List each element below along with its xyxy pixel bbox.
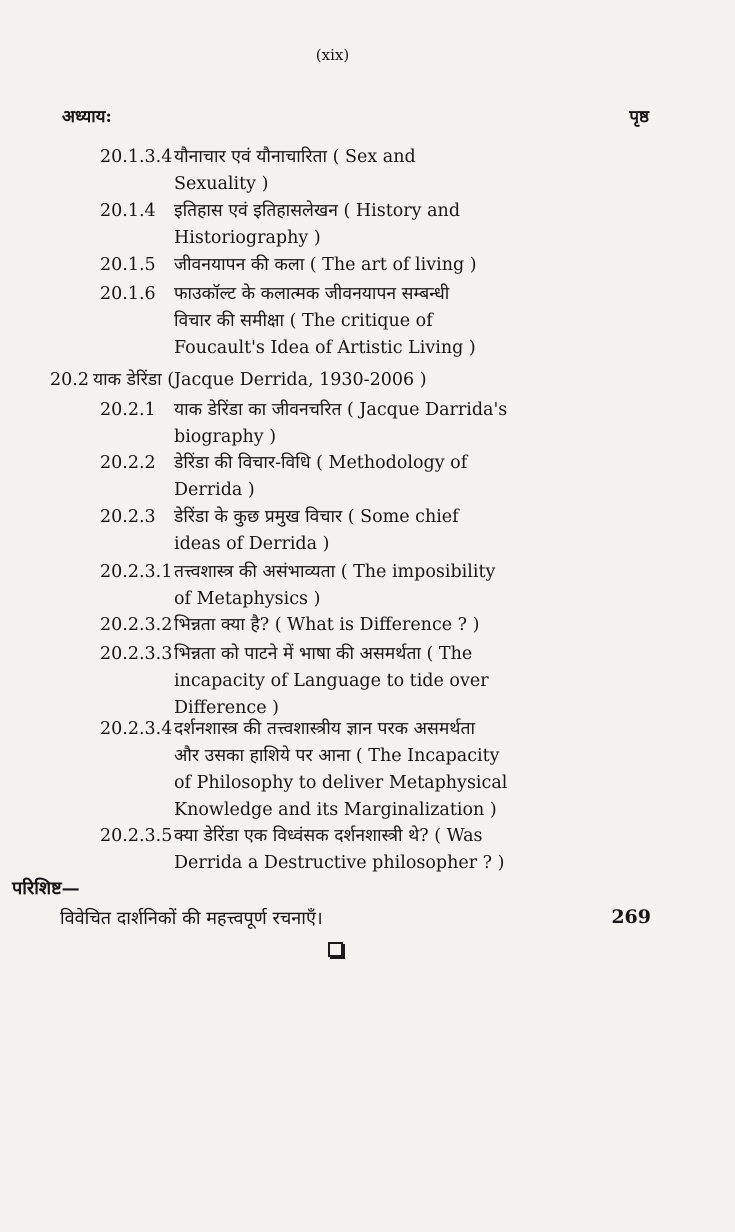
- entry-title-cont: Foucault's Idea of Artistic Living ): [174, 338, 476, 358]
- entry-title-cont: ideas of Derrida ): [174, 534, 330, 554]
- entry-title: भिन्नता को पाटने में भाषा की असमर्थता ( The: [174, 644, 473, 664]
- entry-title: याक डेरिंडा (Jacque Derrida, 1930-2006 ): [93, 370, 427, 390]
- entry-number: 20.2.3.4: [100, 719, 173, 739]
- entry-title-cont: Derrida ): [174, 480, 255, 500]
- entry-number: 20.2: [50, 370, 89, 390]
- entry-title-cont: Historiography ): [174, 228, 321, 248]
- entry-title-cont: विचार की समीक्षा ( The critique of: [174, 311, 433, 331]
- entry-title-cont: biography ): [174, 427, 277, 447]
- entry-number: 20.2.3.1: [100, 562, 173, 582]
- end-mark-icon: [328, 942, 343, 957]
- entry-title: फाउकॉल्ट के कलात्मक जीवनयापन सम्बन्धी: [174, 284, 450, 304]
- chapter-column-header: अध्याय:: [62, 107, 112, 127]
- entry-title-cont: incapacity of Language to tide over: [174, 671, 489, 691]
- entry-number: 20.1.4: [100, 201, 156, 221]
- appendix-heading: परिशिष्ट—: [12, 878, 80, 899]
- entry-number: 20.1.5: [100, 255, 156, 275]
- entry-title: दर्शनशास्त्र की तत्त्वशास्त्रीय ज्ञान परक असमर्थता: [174, 719, 475, 739]
- entry-title-cont: और उसका हाशिये पर आना ( The Incapacity: [174, 746, 500, 766]
- appendix-item: विवेचित दार्शनिकों की महत्त्वपूर्ण रचनाएँ।: [60, 908, 323, 929]
- entry-number: 20.1.3.4: [100, 147, 173, 167]
- entry-title: इतिहास एवं इतिहासलेखन ( History and: [174, 201, 461, 221]
- entry-title: डेरिंडा के कुछ प्रमुख विचार ( Some chief: [174, 507, 459, 527]
- entry-title-cont: Sexuality ): [174, 174, 269, 194]
- entry-number: 20.2.1: [100, 400, 156, 420]
- entry-number: 20.2.3.5: [100, 826, 173, 846]
- page-number: (xix): [315, 46, 350, 64]
- entry-number: 20.2.3.3: [100, 644, 173, 664]
- entry-title-cont: Difference ): [174, 698, 279, 718]
- entry-title: यौनाचार एवं यौनाचारिता ( Sex and: [174, 147, 416, 167]
- appendix-page-number: 269: [611, 906, 651, 928]
- entry-title: भिन्नता क्या है? ( What is Difference ? ): [174, 615, 480, 635]
- entry-title-cont: of Philosophy to deliver Metaphysical: [174, 773, 508, 793]
- entry-title: याक डेरिंडा का जीवनचरित ( Jacque Darrida's: [174, 400, 508, 420]
- entry-number: 20.2.3: [100, 507, 156, 527]
- entry-title: तत्त्वशास्त्र की असंभाव्यता ( The imposibility: [174, 562, 496, 582]
- entry-number: 20.2.2: [100, 453, 156, 473]
- entry-title: जीवनयापन की कला ( The art of living ): [174, 255, 477, 275]
- entry-number: 20.2.3.2: [100, 615, 173, 635]
- page-column-header: पृष्ठ: [629, 107, 649, 127]
- entry-title: डेरिंडा की विचार-विधि ( Methodology of: [174, 453, 468, 473]
- entry-number: 20.1.6: [100, 284, 156, 304]
- entry-title: क्या डेरिंडा एक विध्वंसक दर्शनशास्त्री थे? ( Was: [174, 826, 483, 846]
- entry-title-cont: Knowledge and its Marginalization ): [174, 800, 497, 820]
- entry-title-cont: Derrida a Destructive philosopher ? ): [174, 853, 505, 873]
- entry-title-cont: of Metaphysics ): [174, 589, 321, 609]
